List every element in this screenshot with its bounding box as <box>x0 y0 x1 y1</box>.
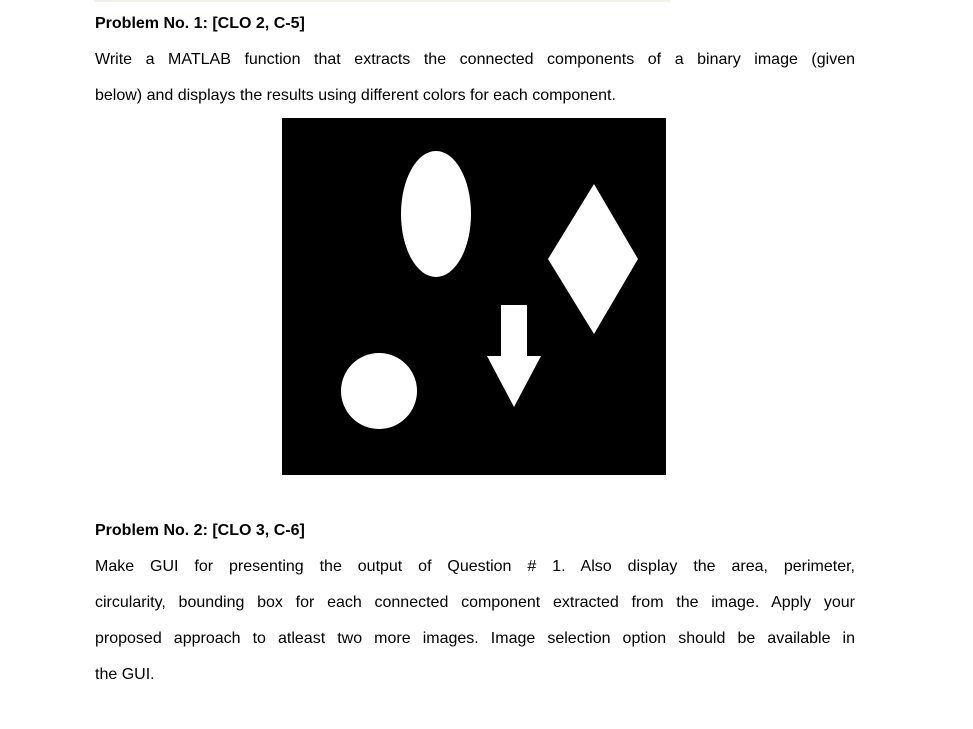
ellipse-shape <box>401 151 471 277</box>
problem-1-line-2: below) and displays the results using different colors for each component. <box>95 87 616 104</box>
problem-2-line-3: proposed approach to atleast two more images. Image selection option should be available in <box>95 630 855 647</box>
problem-1-line-1: Write a MATLAB function that extracts the connected components of a binary image (given <box>95 51 855 68</box>
problem-2-heading: Problem No. 2: [CLO 3, C-6] <box>95 522 305 539</box>
problem-2-line-4: the GUI. <box>95 666 155 683</box>
circle-shape <box>341 353 417 429</box>
page-top-rule <box>94 0 670 2</box>
problem-1-heading: Problem No. 1: [CLO 2, C-5] <box>95 15 305 32</box>
binary-image-figure <box>282 118 666 475</box>
problem-2-line-2: circularity, bounding box for each connected component extracted from the image. Apply your <box>95 594 855 611</box>
binary-image-canvas <box>282 118 666 475</box>
problem-2-line-1: Make GUI for presenting the output of Question # 1. Also display the area, perimeter, <box>95 558 855 575</box>
